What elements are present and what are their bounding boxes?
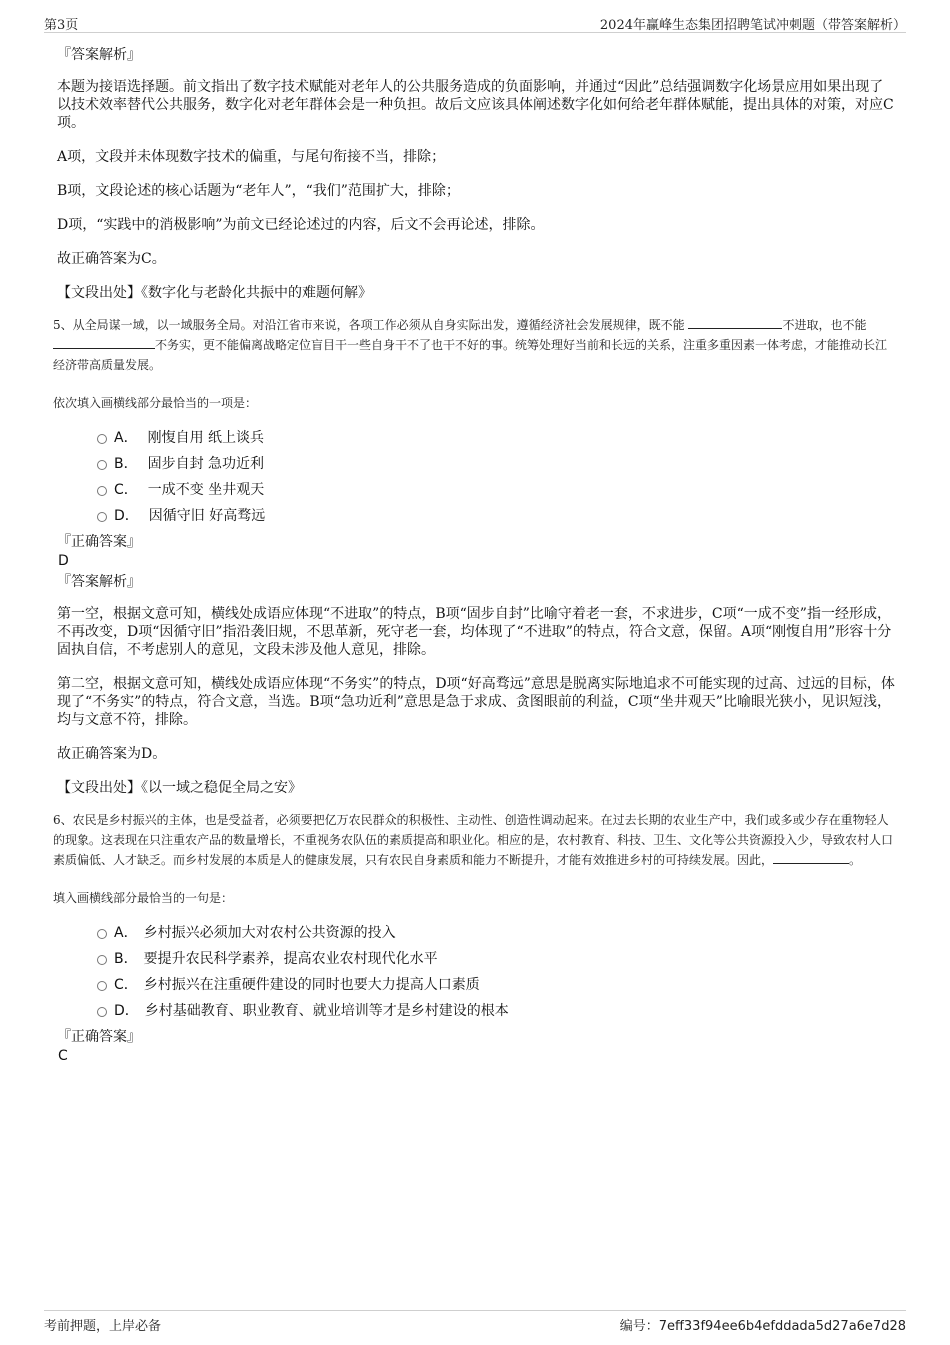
q6-blank bbox=[773, 850, 849, 864]
q5-answer: D bbox=[58, 553, 69, 569]
q5-blank-1 bbox=[688, 315, 782, 329]
document-code: 编号：7eff33f94ee6b4efddada5d27a6e7d28 bbox=[619, 1319, 906, 1334]
page-footer bbox=[44, 1310, 906, 1333]
footer-slogan: 考前押题，上岸必备 bbox=[44, 1319, 162, 1334]
radio-button[interactable] bbox=[97, 486, 107, 496]
q4-analysis-option-a: A项，文段并未体现数字技术的偏重，与尾句衔接不当，排除； bbox=[57, 149, 446, 165]
radio-button[interactable] bbox=[97, 1007, 107, 1017]
q4-analysis-label: 『答案解析』 bbox=[57, 47, 141, 63]
q6-answer: C bbox=[58, 1048, 68, 1064]
radio-button[interactable] bbox=[97, 460, 107, 470]
radio-button[interactable] bbox=[97, 512, 107, 522]
q4-conclusion: 故正确答案为C。 bbox=[57, 251, 166, 267]
document-title: 2024年赢峰生态集团招聘笔试冲刺题（带答案解析） bbox=[599, 18, 906, 33]
q6-instruction: 填入画横线部分最恰当的一句是： bbox=[53, 891, 234, 905]
q5-options bbox=[57, 425, 897, 529]
q6-option-c[interactable]: C． 乡村振兴在注重硬件建设的同时也要大力提高人口素质 bbox=[57, 972, 897, 998]
q5-instruction: 依次填入画横线部分最恰当的一项是： bbox=[53, 396, 258, 410]
q5-source: 【文段出处】《以一域之稳促全局之安》 bbox=[57, 780, 302, 796]
radio-button[interactable] bbox=[97, 929, 107, 939]
q6-options bbox=[57, 920, 897, 1024]
q6-option-a[interactable]: A． 乡村振兴必须加大对农村公共资源的投入 bbox=[57, 920, 897, 946]
q5-answer-label: 『正确答案』 bbox=[57, 534, 141, 550]
page-header bbox=[44, 12, 906, 33]
q4-analysis-option-b: B项，文段论述的核心话题为“老年人”，“我们”范围扩大，排除； bbox=[57, 183, 460, 199]
q5-analysis-paragraph-1: 第一空，根据文意可知，横线处成语应体现“不进取”的特点，B项“固步自封”比喻守着老一套，不求进步，C项“一成不变”指一经形成，不再改变，D项“因循守旧”指沿袭旧规，不思革新，死守老一套，均体现了“不进取”的特点，符合文意，保留。A项“刚愎自用”形容十分固执自信，不考虑别人的意见，文段未涉及他人意见，排除。 bbox=[57, 606, 892, 658]
q5-analysis-label: 『答案解析』 bbox=[57, 574, 141, 590]
q5-option-b[interactable]: B． 固步自封 急功近利 bbox=[57, 451, 897, 477]
q5-option-a[interactable]: A． 刚愎自用 纸上谈兵 bbox=[57, 425, 897, 451]
q5-option-c[interactable]: C． 一成不变 坐井观天 bbox=[57, 477, 897, 503]
q4-analysis-paragraph: 本题为接语选择题。前文指出了数字技术赋能对老年人的公共服务造成的负面影响，并通过“因此”总结强调数字化场景应用如果出现了以技术效率替代公共服务，数字化对老年群体会是一种负担。故后文应该具体阐述数字化如何给老年群体赋能，提出具体的对策，对应C项。 bbox=[57, 79, 894, 131]
q6-answer-label: 『正确答案』 bbox=[57, 1029, 141, 1045]
radio-button[interactable] bbox=[97, 955, 107, 965]
q5-analysis-paragraph-2: 第二空，根据文意可知，横线处成语应体现“不务实”的特点，D项“好高骛远”意思是脱离实际地追求不可能实现的过高、过远的目标，体现了“不务实”的特点，符合文意，当选。B项“急功近利”意思是急于求成、贪图眼前的利益，C项“坐井观天”比喻眼光狭小，见识短浅，均与文意不符，排除。 bbox=[57, 676, 895, 728]
radio-button[interactable] bbox=[97, 981, 107, 991]
q6-stem: 6、农民是乡村振兴的主体，也是受益者，必须要把亿万农民群众的积极性、主动性、创造性调动起来。在过去长期的农业生产中，我们或多或少存在重物轻人的现象。这表现在只注重农产品的数量增长，不重视务农队伍的素质提高和职业化。相应的是，农村教育、科技、卫生、文化等公共资源投入少，导致农村人口素质偏低、人才缺乏。而乡村发展的本质是人的健康发展，只有农民自身素质和能力不断提升，才能有效推进乡村的可持续发展。因此， 。 bbox=[53, 813, 894, 867]
page-content bbox=[53, 46, 897, 1064]
radio-button[interactable] bbox=[97, 434, 107, 444]
q6-option-d[interactable]: D． 乡村基础教育、职业教育、就业培训等才是乡村建设的根本 bbox=[57, 998, 897, 1024]
q5-stem: 5、从全局谋一域，以一域服务全局。对沿江省市来说，各项工作必须从自身实际出发，遵循经济社会发展规律，既不能 不进取，也不能 不务实，更不能偏离战略定位盲目干一些自身干不了也干不好的事。统筹处理好当前和长远的关系，注重多重因素一体考虑，才能推动长江经济带高质量发展。 bbox=[53, 315, 897, 375]
page-number: 第3页 bbox=[44, 18, 79, 33]
q4-source: 【文段出处】《数字化与老龄化共振中的难题何解》 bbox=[57, 285, 372, 301]
q5-blank-2 bbox=[53, 335, 155, 349]
q5-option-d[interactable]: D． 因循守旧 好高骛远 bbox=[57, 503, 897, 529]
q5-conclusion: 故正确答案为D。 bbox=[57, 746, 167, 762]
q4-analysis-option-d: D项，“实践中的消极影响”为前文已经论述过的内容，后文不会再论述，排除。 bbox=[57, 217, 545, 233]
q6-option-b[interactable]: B． 要提升农民科学素养，提高农业农村现代化水平 bbox=[57, 946, 897, 972]
